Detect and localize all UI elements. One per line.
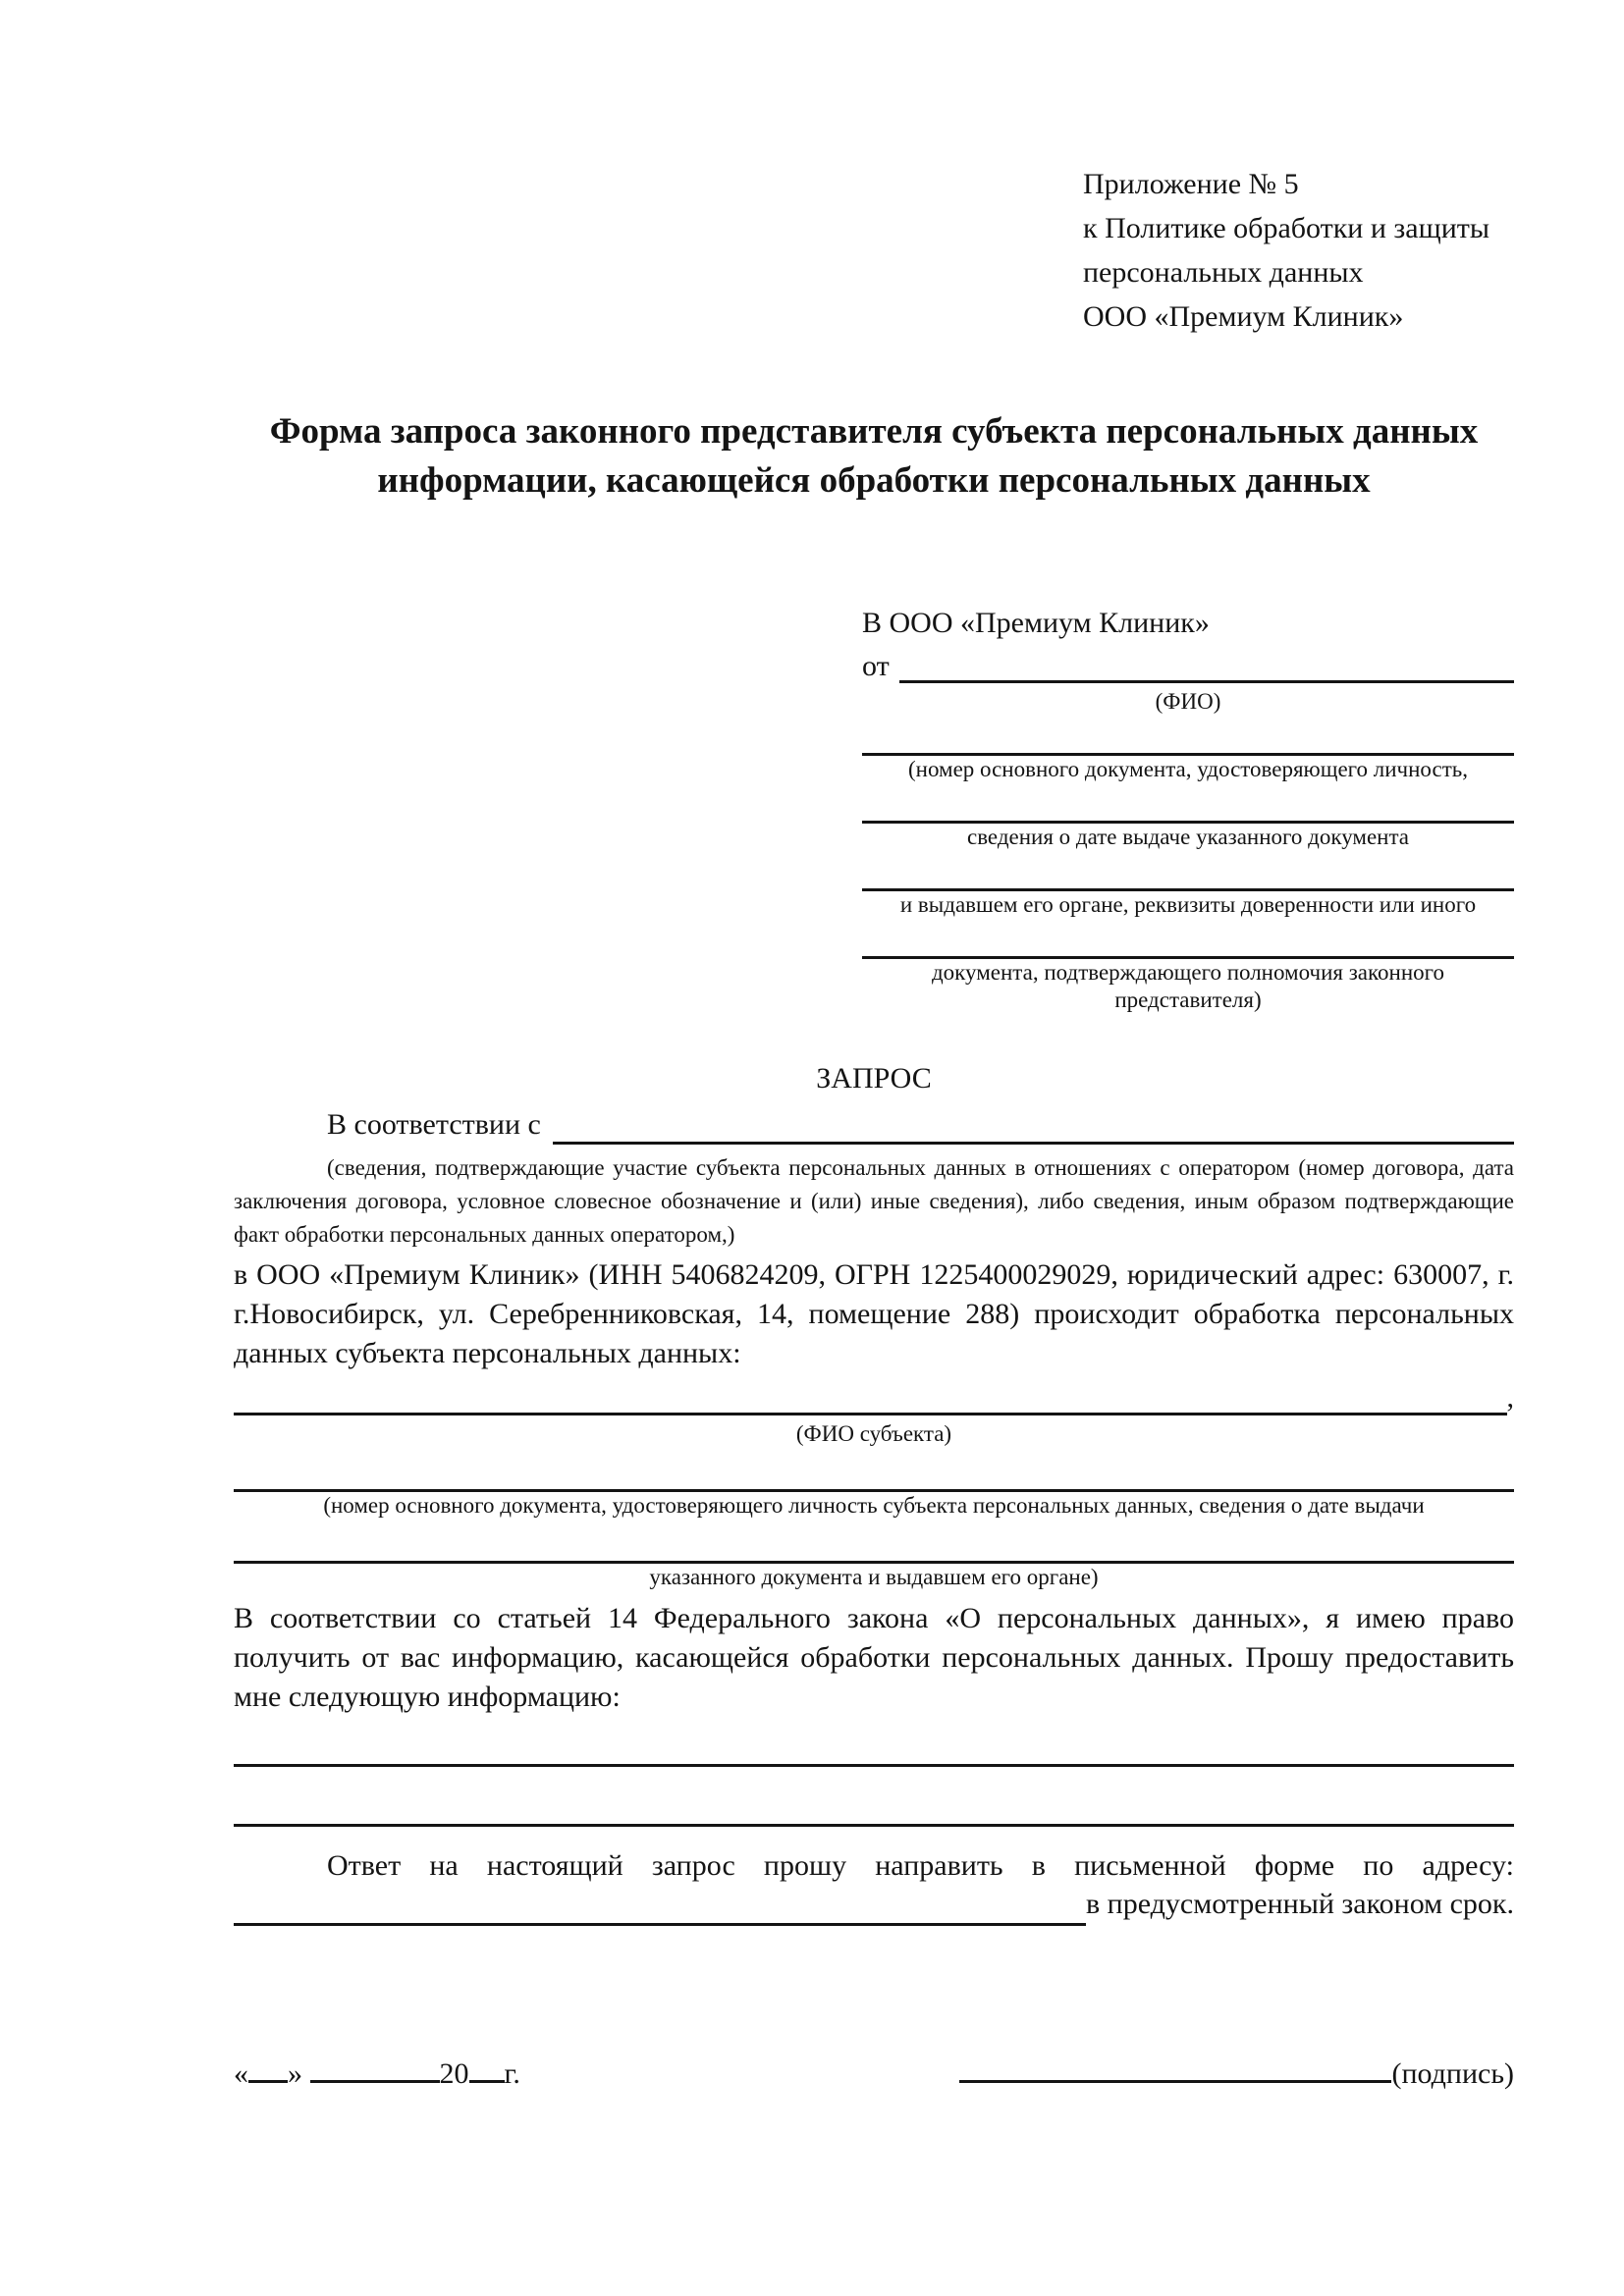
fio-caption: (ФИО) — [1155, 689, 1221, 714]
accordance-label: В соответствии с — [327, 1108, 541, 1141]
article-paragraph: В соответствии со статьей 14 Федерального закона «О персональных данных», я имею право получить от вас информацию, касающейся обработки персональных данных. Прошу предоставить мне следующую информацию: — [234, 1602, 1514, 1713]
signature-fill-line — [959, 2049, 1391, 2083]
rep-doc-caption-3: и выдавшем его органе, реквизиты доверенности или иного — [899, 892, 1477, 917]
rep-doc-fill-line-1 — [862, 716, 1514, 756]
signature-caption: (подпись) — [1391, 2057, 1514, 2090]
accordance-fill-line — [553, 1108, 1514, 1145]
date-open-quote: « — [234, 2057, 248, 2090]
date-field — [234, 2049, 520, 2091]
info-fill-line-1 — [234, 1717, 1514, 1767]
from-label: от — [862, 650, 890, 682]
subject-doc-caption-1: (номер основного документа, удостоверяющего личность субъекта персональных данных, сведения о дате выдачи — [323, 1493, 1425, 1518]
operator-paragraph: в ООО «Премиум Клиник» (ИНН 5406824209, ОГРН 1225400029029, юридический адрес: 630007, г. г.Новосибирск, ул. Серебренниковская, 14, помещение 288) происходит обработка персональных данных субъекта персональных данных: — [234, 1258, 1514, 1369]
address-fill-line — [234, 1888, 1086, 1926]
date-close-quote: » — [288, 2057, 302, 2090]
fio-fill-line — [899, 647, 1514, 683]
info-fill-line-2 — [234, 1767, 1514, 1827]
from-row — [862, 647, 1514, 688]
day-fill-line — [248, 2049, 288, 2083]
request-heading: ЗАПРОС — [816, 1062, 932, 1095]
response-tail: в предусмотренный законом срок. — [1086, 1888, 1514, 1920]
addressee-block — [862, 604, 1514, 1014]
rep-doc-caption-1: (номер основного документа, удостоверяющего личность, — [907, 757, 1468, 781]
response-paragraph: Ответ на настоящий запрос прошу направить в письменной форме по адресу: — [327, 1849, 1514, 1882]
rep-doc-fill-line-2 — [862, 783, 1514, 824]
rep-doc-fill-line-4 — [862, 919, 1514, 959]
subject-fio-caption: (ФИО субъекта) — [795, 1421, 952, 1446]
year-prefix: 20 — [439, 2057, 469, 2090]
subject-fio-fill-line — [234, 1381, 1507, 1415]
response-address-row — [234, 1888, 1514, 1931]
document-title: Форма запроса законного представителя субъекта персональных данных информации, касающейся обработки персональных данных — [269, 411, 1479, 501]
appendix-note-line: к Политике обработки и защиты — [1083, 212, 1490, 244]
accordance-caption: (сведения, подтверждающие участие субъекта персональных данных в отношениях с оператором (номер договора, дата заключения договора, условное словесное обозначение и (или) иные сведения), либо сведения, иным образом подтверждающие факт обработки персональных данных оператором,) — [234, 1155, 1514, 1247]
subject-doc-caption-2: указанного документа и выдавшем его органе) — [649, 1565, 1099, 1589]
appendix-note-line: ООО «Премиум Клиник» — [1083, 300, 1404, 333]
appendix-note — [1083, 162, 1514, 339]
appendix-note-line: персональных данных — [1083, 256, 1364, 289]
rep-doc-fill-line-3 — [862, 851, 1514, 891]
subject-doc-fill-line-1 — [234, 1448, 1514, 1492]
subject-doc-fill-line-2 — [234, 1520, 1514, 1564]
accordance-row — [234, 1108, 1514, 1149]
subject-fio-trailing-comma: , — [1506, 1381, 1514, 1414]
year-suffix: г. — [504, 2057, 520, 2090]
date-signature-row — [234, 2049, 1514, 2091]
appendix-note-line: Приложение № 5 — [1083, 168, 1299, 200]
rep-doc-caption-4: документа, подтверждающего полномочия законного представителя) — [931, 960, 1444, 1012]
signature-field — [959, 2049, 1514, 2091]
addressee-org: В ООО «Премиум Клиник» — [862, 607, 1210, 639]
year-fill-line — [469, 2049, 505, 2083]
rep-doc-caption-2: сведения о дате выдаче указанного документа — [966, 825, 1410, 849]
month-fill-line — [310, 2049, 440, 2083]
subject-fio-row — [234, 1381, 1514, 1420]
